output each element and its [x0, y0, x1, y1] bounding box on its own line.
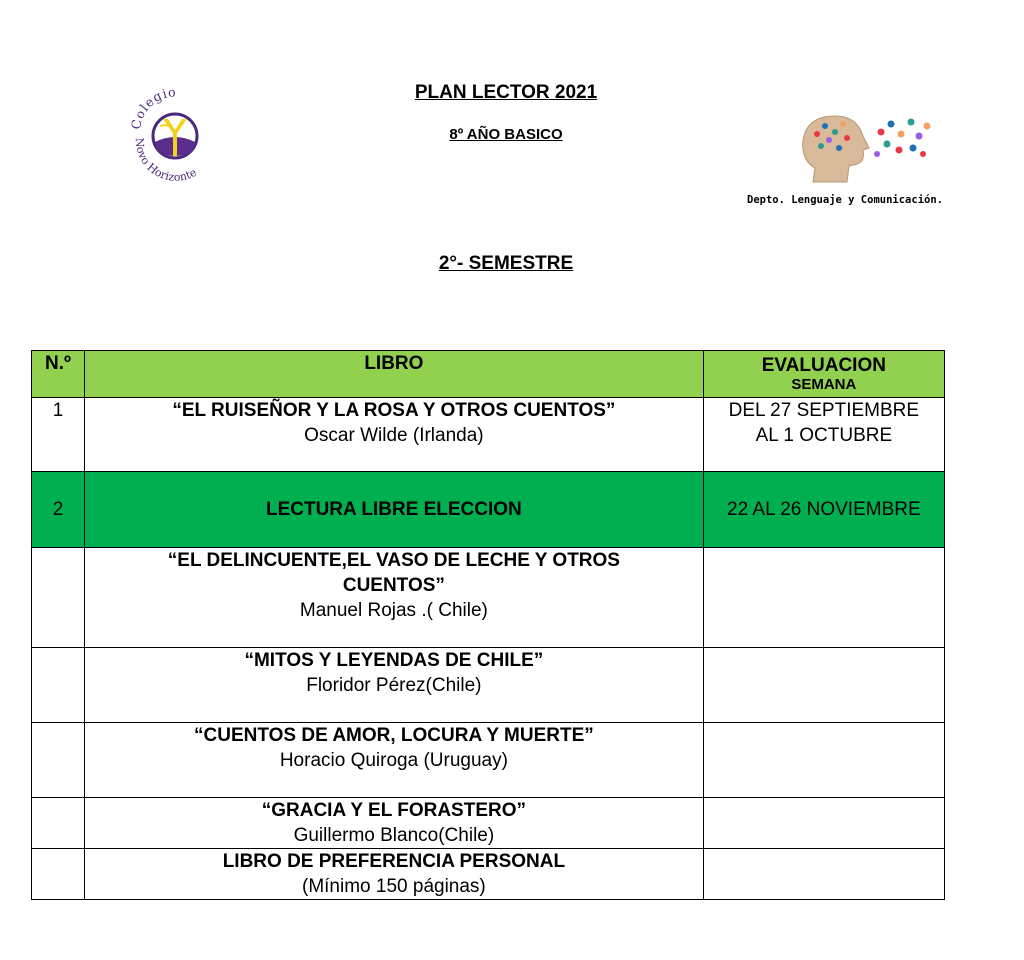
evaluation-line-2: AL 1 OCTUBRE — [755, 425, 893, 446]
semester-heading: 2°- SEMESTRE — [438, 253, 574, 274]
row-book — [85, 798, 704, 849]
row-book — [85, 648, 704, 723]
book-title: “CUENTOS DE AMOR, LOCURA Y MUERTE” — [194, 725, 594, 746]
book-author: Guillermo Blanco(Chile) — [293, 825, 495, 846]
table-row — [32, 723, 945, 798]
book-title: “GRACIA Y EL FORASTERO” — [261, 800, 527, 821]
row-evaluation — [703, 648, 944, 723]
reading-plan-table — [31, 350, 945, 900]
table-row — [32, 849, 945, 900]
book-author: Floridor Pérez(Chile) — [306, 675, 482, 696]
row-number — [32, 723, 85, 798]
row-book — [85, 849, 704, 900]
row-number: 1 — [32, 398, 85, 472]
grade-subtitle: 8º AÑO BASICO — [449, 126, 563, 143]
row-number — [32, 648, 85, 723]
row-evaluation — [703, 723, 944, 798]
row-evaluation — [703, 798, 944, 849]
row-evaluation — [703, 548, 944, 648]
logo-text-top: Colegio — [128, 86, 178, 131]
table-row — [32, 648, 945, 723]
row-evaluation — [703, 849, 944, 900]
book-title: LECTURA LIBRE ELECCION — [85, 472, 704, 548]
department-logo — [795, 110, 940, 190]
header-number: N.º — [32, 351, 85, 398]
school-logo — [128, 86, 224, 186]
table-row — [32, 548, 945, 648]
book-title: LIBRO DE PREFERENCIA PERSONAL — [222, 851, 566, 872]
book-author: Horacio Quiroga (Uruguay) — [279, 750, 508, 771]
row-book — [85, 548, 704, 648]
book-title: “EL RUISEÑOR Y LA ROSA Y OTROS CUENTOS” — [172, 400, 616, 421]
row-number — [32, 798, 85, 849]
header-book: LIBRO — [85, 351, 704, 398]
row-number — [32, 849, 85, 900]
row-number — [32, 548, 85, 648]
row-book — [85, 398, 704, 472]
logo-text-bottom: Novo Horizonte — [132, 137, 199, 184]
row-number: 2 — [32, 472, 85, 548]
row-evaluation — [703, 398, 944, 472]
header-evaluation-label: EVALUACION — [761, 355, 886, 376]
evaluation-line-1: DEL 27 SEPTIEMBRE — [728, 400, 920, 421]
book-title-line-1: “EL DELINCUENTE,EL VASO DE LECHE Y OTROS — [167, 550, 620, 571]
table-row — [32, 398, 945, 472]
row-evaluation: 22 AL 26 NOVIEMBRE — [703, 472, 944, 548]
book-author: Manuel Rojas .( Chile) — [299, 600, 488, 621]
book-title-line-2: CUENTOS” — [342, 575, 445, 596]
department-caption: Depto. Lenguaje y Comunicación. — [747, 194, 943, 206]
book-author: (Mínimo 150 páginas) — [302, 876, 486, 897]
row-book — [85, 723, 704, 798]
table-row — [32, 798, 945, 849]
header-evaluation — [703, 351, 944, 398]
table-row-highlight — [32, 472, 945, 548]
page-title: PLAN LECTOR 2021 — [414, 82, 598, 103]
book-title: “MITOS Y LEYENDAS DE CHILE” — [244, 650, 544, 671]
book-author: Oscar Wilde (Irlanda) — [304, 425, 484, 446]
table-header-row — [32, 351, 945, 398]
header-evaluation-sub: SEMANA — [791, 376, 857, 393]
